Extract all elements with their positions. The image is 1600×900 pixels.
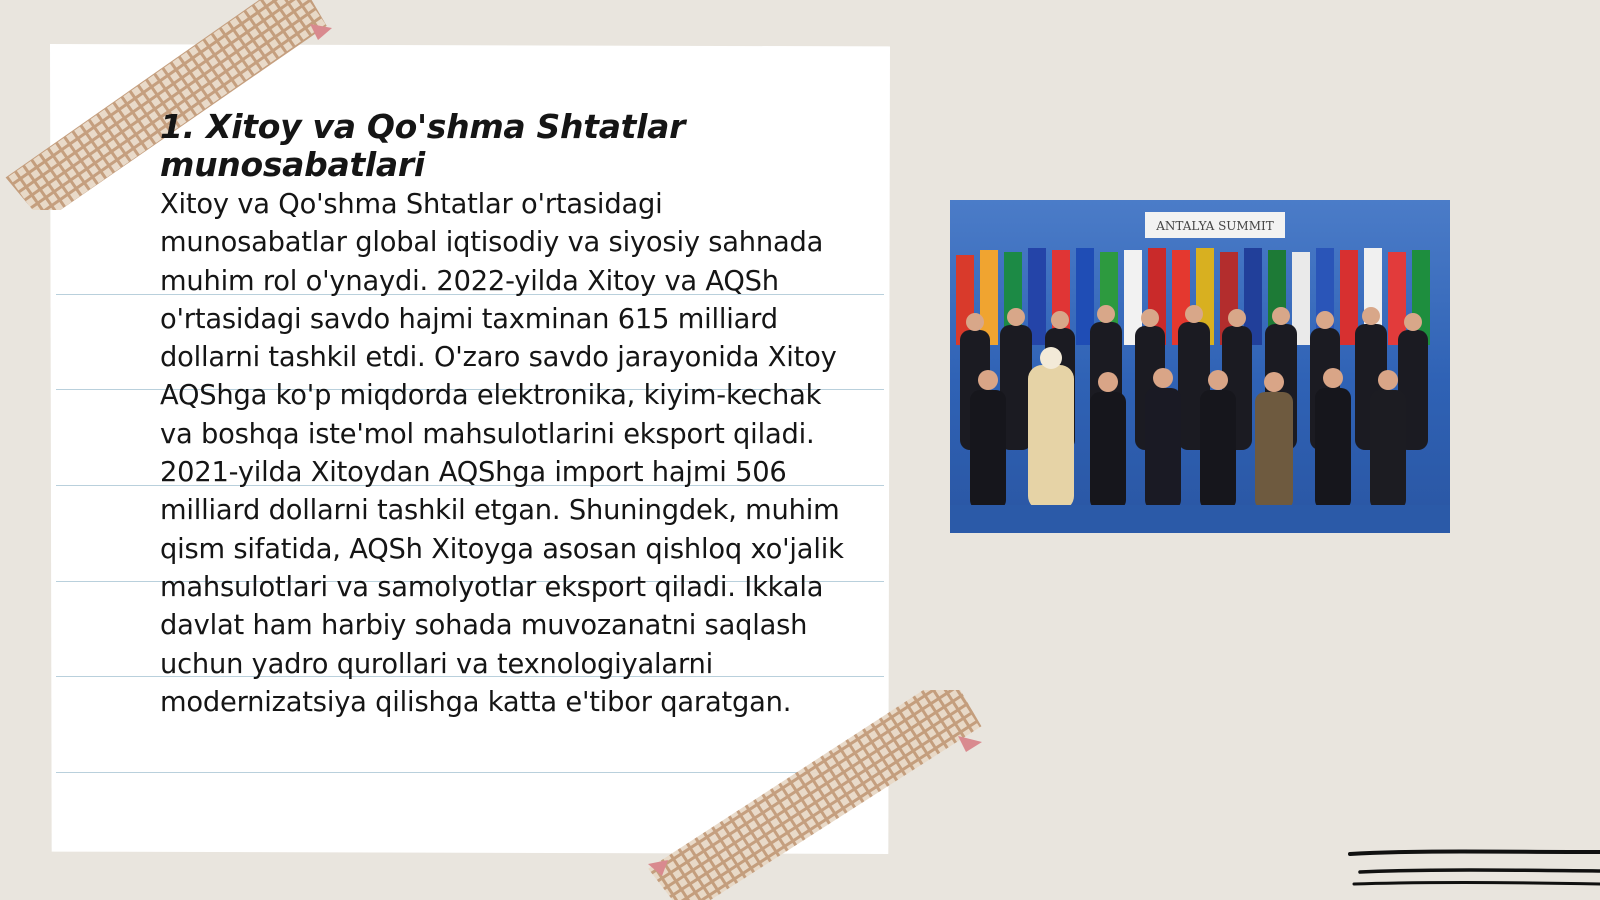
ink-brush-lines (1340, 840, 1600, 900)
slide-body-text: Xitoy va Qo'shma Shtatlar o'rtasidagi munosabatlar global iqtisodiy va siyosiy sahnada muhim rol o'ynaydi. 2022-yilda Xitoy va AQSh o'rtasidagi savdo hajmi taxminan 615 milliard dollarni tashkil etdi. O'zaro savdo jarayonida Xitoy AQShga ko'p miqdorda elektronika, kiyim-kechak va boshqa iste'mol mahsulotlarini eksport qiladi. 2021-yilda Xitoydan AQShga import hajmi 506 milliard dollarni tashkil etgan. Shuningdek, muhim qism sifatida, AQSh Xitoyga asosan qishloq xo'jalik mahsulotlari va samolyotlar eksport qiladi. Ikkala davlat ham harbiy sohada muvozanatni saqlash uchun yadro qurollari va texnologiyalarni modernizatsiya qilishga katta e'tibor qaratgan. (160, 189, 844, 718)
summit-banner-text: ANTALYA SUMMIT (1156, 219, 1274, 233)
slide-title: 1. Xitoy va Qo'shma Shtatlar munosabatlari (160, 107, 686, 184)
summit-group-photo (950, 200, 1450, 533)
plaid-tape-bottom (640, 690, 1000, 900)
